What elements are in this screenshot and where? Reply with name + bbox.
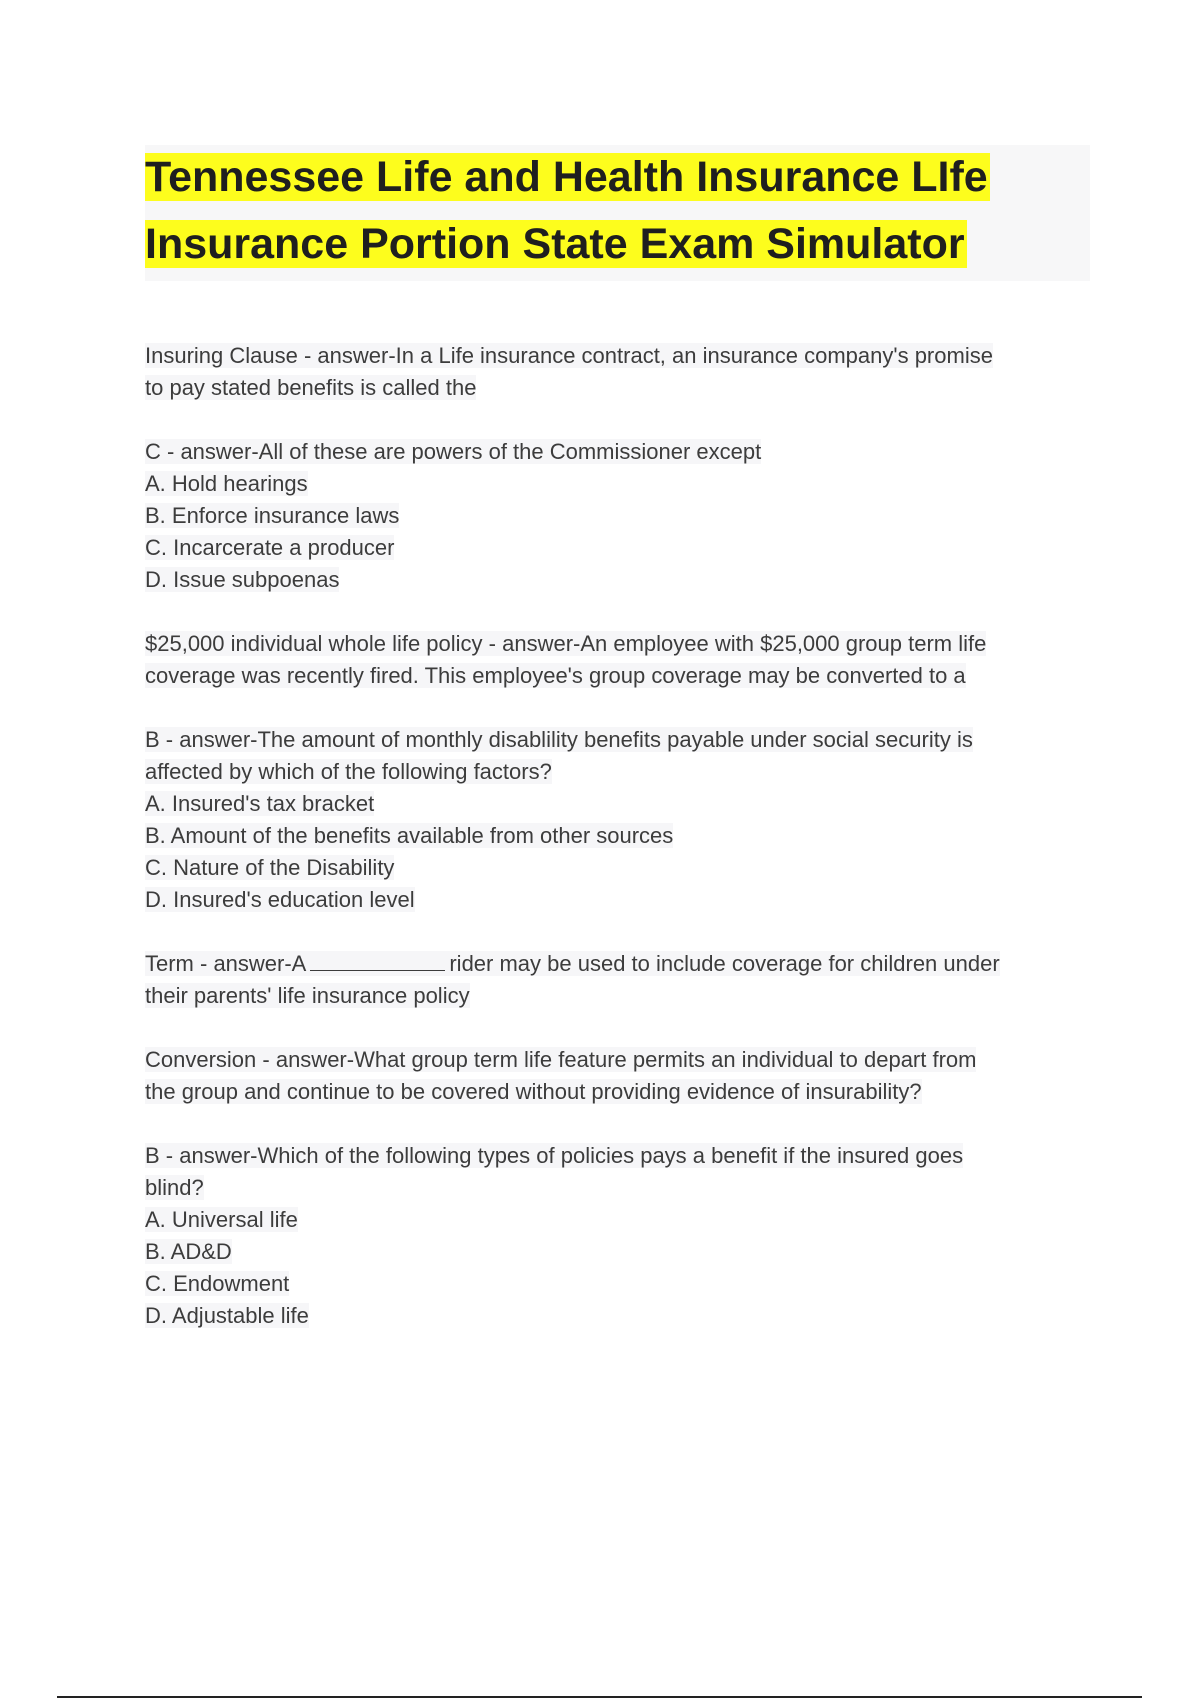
question-answer-list	[145, 340, 1095, 1332]
document-title	[145, 144, 1105, 278]
fill-in-blank	[310, 950, 445, 971]
answer-option: C. Nature of the Disability	[145, 855, 395, 880]
answer-option: D. Insured's education level	[145, 887, 415, 912]
qa-item	[145, 340, 1095, 404]
qa-item	[145, 1044, 1095, 1108]
qa-item	[145, 436, 1095, 596]
qa-line: Insuring Clause - answer-In a Life insurance contract, an insurance company's promise	[145, 343, 993, 368]
qa-line: B - answer-Which of the following types of policies pays a benefit if the insured goes	[145, 1143, 964, 1168]
qa-line	[145, 948, 1095, 980]
qa-line: Conversion - answer-What group term life feature permits an individual to depart from	[145, 1047, 977, 1072]
qa-line: B - answer-The amount of monthly disablility benefits payable under social security is	[145, 727, 973, 752]
qa-item	[145, 628, 1095, 692]
answer-option: D. Issue subpoenas	[145, 567, 340, 592]
qa-line: to pay stated benefits is called the	[145, 375, 477, 400]
qa-suffix: rider may be used to include coverage for children under	[449, 951, 1000, 976]
page-bottom-divider	[57, 1696, 1142, 1698]
answer-option: C. Incarcerate a producer	[145, 535, 395, 560]
qa-item	[145, 948, 1095, 1012]
qa-line: affected by which of the following factors?	[145, 759, 552, 784]
qa-item	[145, 1140, 1095, 1332]
answer-option: B. Enforce insurance laws	[145, 503, 400, 528]
answer-option: C. Endowment	[145, 1271, 290, 1296]
title-line-1: Tennessee Life and Health Insurance LIfe	[145, 153, 988, 201]
qa-line: coverage was recently fired. This employee's group coverage may be converted to a	[145, 663, 966, 688]
answer-option: A. Universal life	[145, 1207, 298, 1232]
answer-option: D. Adjustable life	[145, 1303, 309, 1328]
qa-item	[145, 724, 1095, 916]
answer-option: B. Amount of the benefits available from other sources	[145, 823, 674, 848]
qa-line: $25,000 individual whole life policy - answer-An employee with $25,000 group term life	[145, 631, 987, 656]
qa-line: their parents' life insurance policy	[145, 983, 470, 1008]
qa-line: blind?	[145, 1175, 204, 1200]
title-line-2: Insurance Portion State Exam Simulator	[145, 220, 965, 268]
qa-line: the group and continue to be covered without providing evidence of insurability?	[145, 1079, 922, 1104]
answer-option: A. Hold hearings	[145, 471, 308, 496]
answer-option: A. Insured's tax bracket	[145, 791, 375, 816]
qa-prefix: Term - answer-A	[145, 951, 307, 976]
answer-option: B. AD&D	[145, 1239, 232, 1264]
qa-line: C - answer-All of these are powers of the Commissioner except	[145, 439, 762, 464]
